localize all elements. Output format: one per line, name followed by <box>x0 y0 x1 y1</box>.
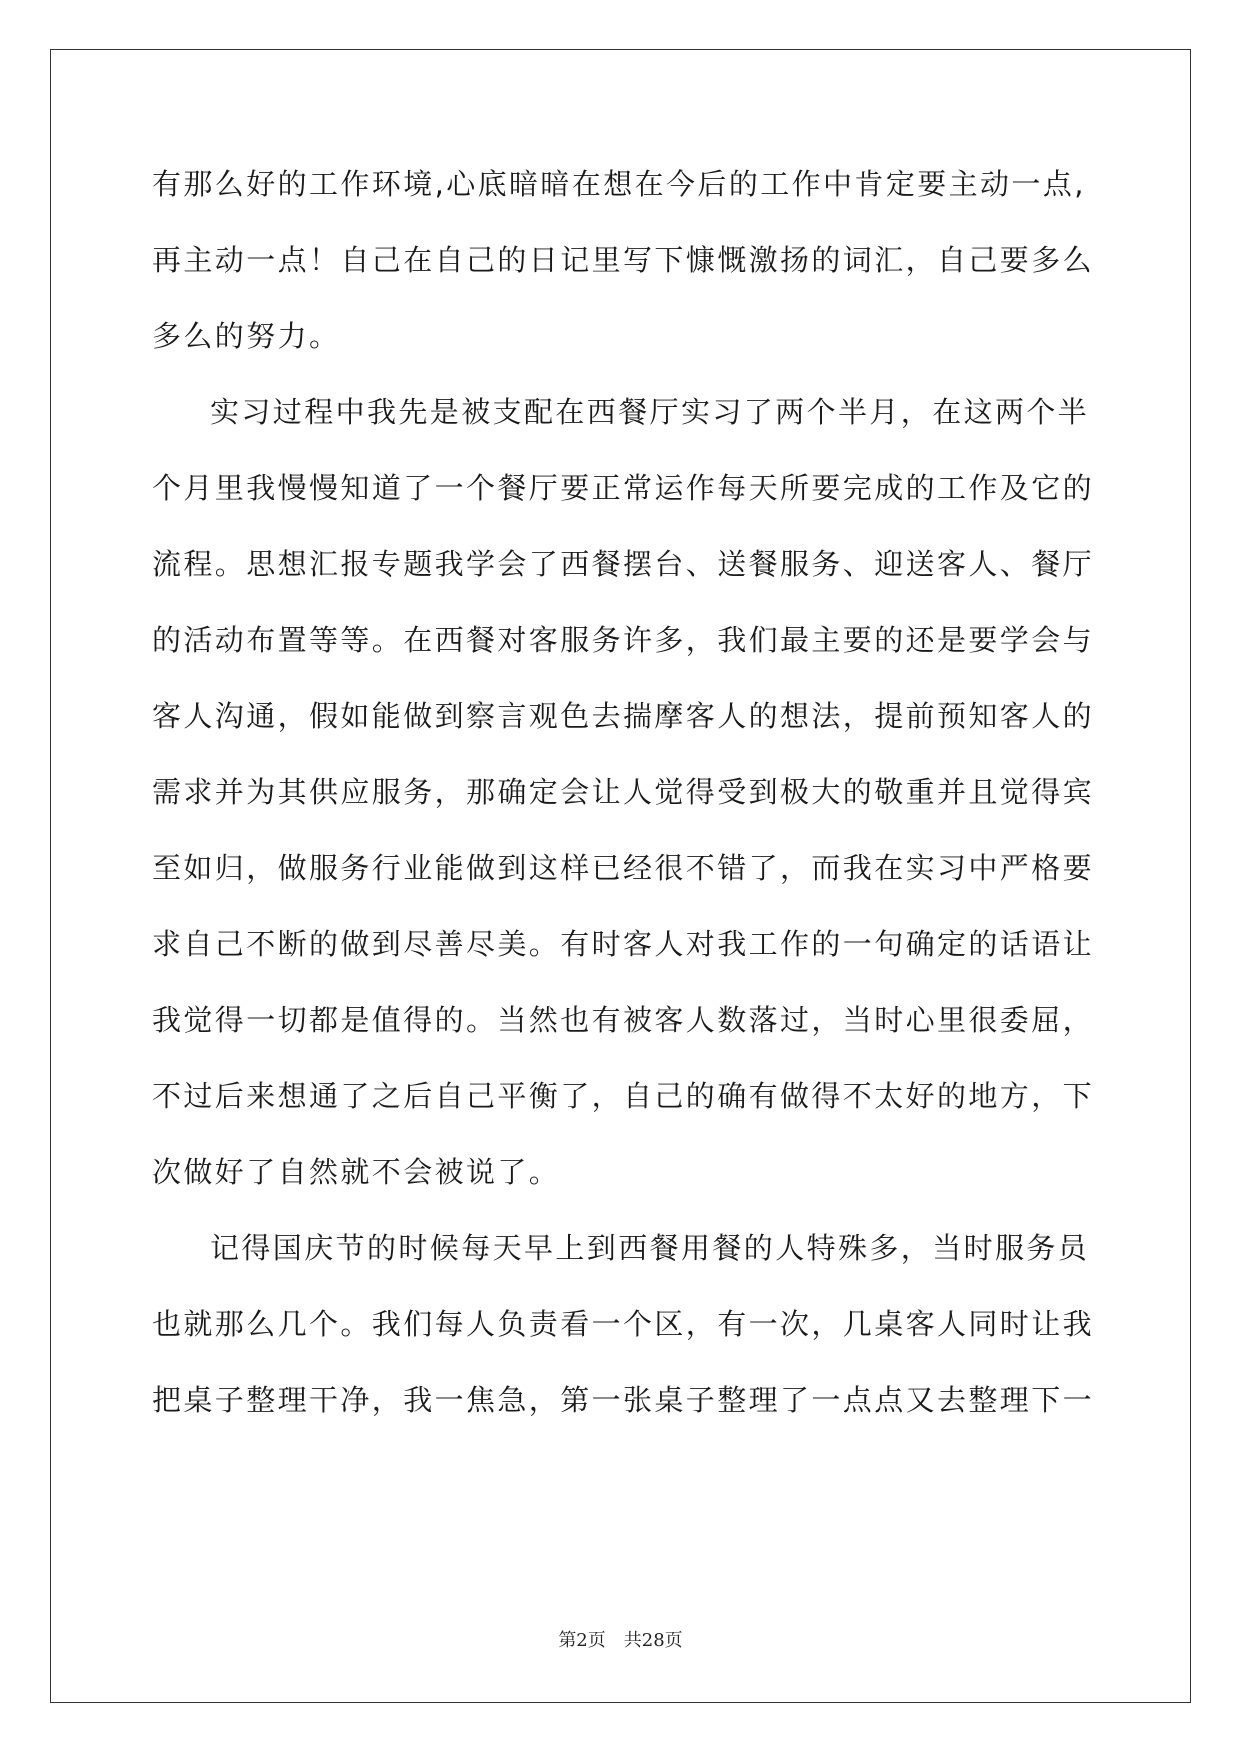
text-line: 把桌子整理干净，我一焦急，第一张桌子整理了一点点又去整理下一 <box>152 1383 1095 1417</box>
text-line: 也就那么几个。我们每人负责看一个区，有一次，几桌客人同时让我 <box>152 1307 1095 1341</box>
text-line: 我觉得一切都是值得的。当然也有被客人数落过，当时心里很委屈， <box>152 1003 1095 1037</box>
text-line: 求自己不断的做到尽善尽美。有时客人对我工作的一句确定的话语让 <box>152 927 1095 961</box>
text-line: 客人沟通，假如能做到察言观色去揣摩客人的想法，提前预知客人的 <box>152 699 1095 733</box>
paragraph-start-line: 记得国庆节的时候每天早上到西餐用餐的人特殊多，当时服务员 <box>210 1231 1090 1265</box>
text-line: 个月里我慢慢知道了一个餐厅要正常运作每天所要完成的工作及它的 <box>152 471 1095 505</box>
text-line: 至如归，做服务行业能做到这样已经很不错了，而我在实习中严格要 <box>152 851 1095 885</box>
text-line: 次做好了自然就不会被说了。 <box>152 1155 561 1189</box>
text-line: 的活动布置等等。在西餐对客服务许多，我们最主要的还是要学会与 <box>152 623 1095 657</box>
text-line: 再主动一点！自己在自己的日记里写下慷慨激扬的词汇，自己要多么 <box>152 243 1095 277</box>
page-number-footer: 第2页 共28页 <box>558 1630 683 1651</box>
text-line: 多么的努力。 <box>152 319 341 353</box>
text-line: 有那么好的工作环境,心底暗暗在想在今后的工作中肯定要主动一点, <box>152 167 1086 201</box>
text-line: 需求并为其供应服务，那确定会让人觉得受到极大的敬重并且觉得宾 <box>152 775 1095 809</box>
text-line: 不过后来想通了之后自己平衡了，自己的确有做得不太好的地方，下 <box>152 1079 1095 1113</box>
text-line: 流程。思想汇报专题我学会了西餐摆台、送餐服务、迎送客人、餐厅 <box>152 547 1095 581</box>
paragraph-start-line: 实习过程中我先是被支配在西餐厅实习了两个半月，在这两个半 <box>210 395 1090 429</box>
